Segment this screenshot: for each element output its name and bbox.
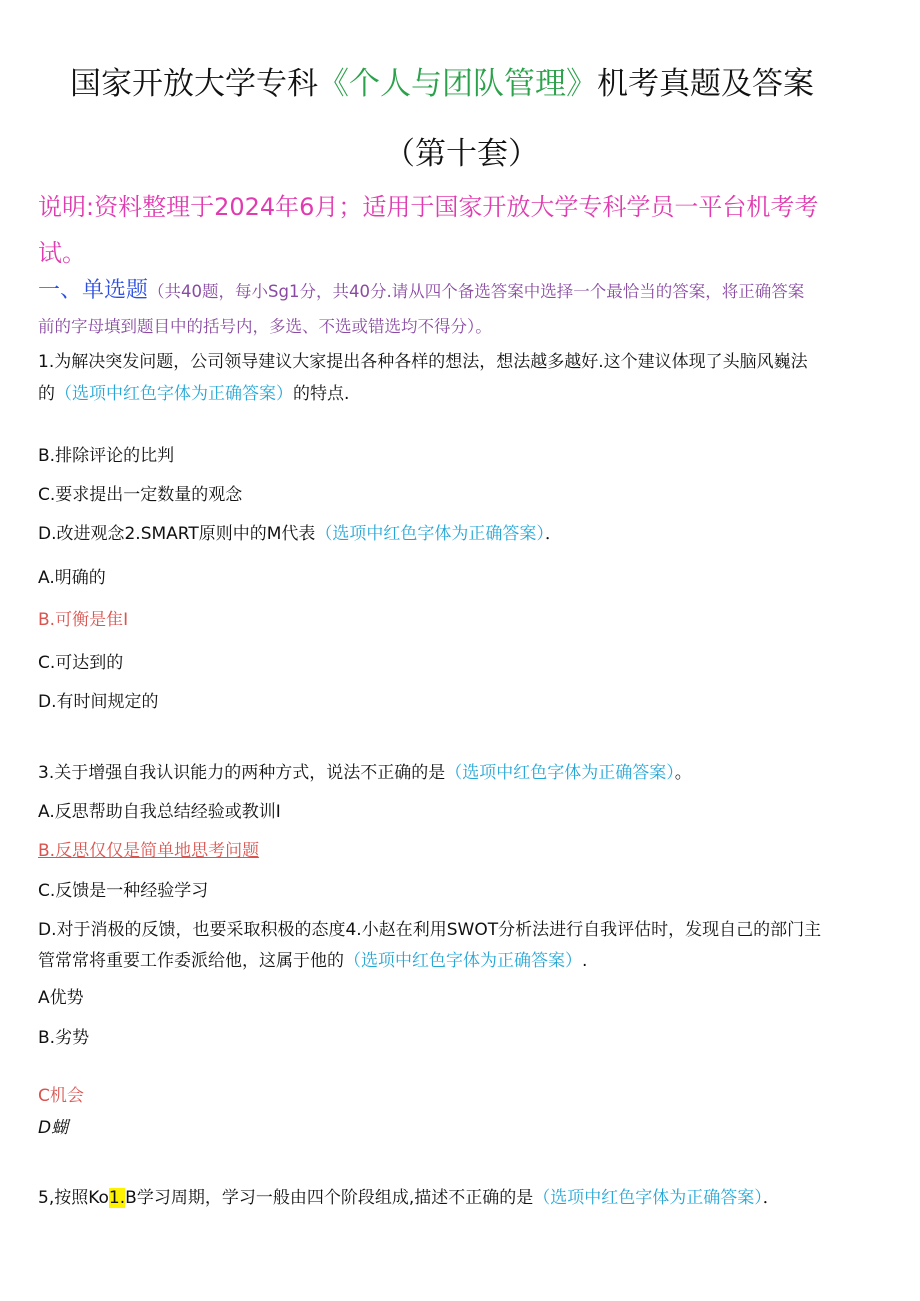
doc-subtitle: （第十套） [384,136,539,172]
q1-stem-line2 [38,379,349,404]
q1d-q2-stem-pre: D.改进观念2.SMART原则中的M代表 [38,524,316,544]
q5-stem-pre1: 5,按照Ko [38,1188,109,1208]
section-header [38,273,804,304]
doc-title-prefix: 国家开放大学专科 [70,66,318,102]
section-head: 一、单选题 [38,278,149,303]
q4-stem-line2 [38,946,587,971]
q1-option-b: B.排除评论的比判 [38,446,175,466]
q5-stem-post: ． [762,1188,780,1208]
q3-stem-post: 。 [674,763,692,783]
q3-stem [38,758,692,783]
q2-option-a: A.明确的 [38,568,106,588]
q1-stem-pre: 的 [38,384,55,404]
q3-option-a: A.反思帮助自我总结经验或教训I [38,802,281,822]
q4-stem-post: . [582,951,588,971]
q1-stem-post: 的特点. [293,384,350,404]
q2-option-c: C.可达到的 [38,653,124,673]
q4-option-c-correct: C机会 [38,1086,84,1106]
q2-option-d: D.有时间规定的 [38,692,159,712]
doc-note-line2: 试。 [38,239,86,267]
doc-note-line1: 说明:资料整理于2024年6月；适用于国家开放大学专科学员一平台机考考 [38,193,819,221]
q5-stem-pre2: B学习周期，学习一般由四个阶段组成,描述不正确的是 [125,1188,534,1208]
answer-hint: （选项中红色字体为正确答案） [315,524,545,544]
q4-option-a: A优势 [38,988,84,1008]
q1-stem-line1: 1.为解决突发问题，公司领导建议大家提出各种各样的想法，想法越多越好.这个建议体现了头脑风巍法 [38,352,808,372]
q5-stem [38,1183,780,1208]
q5-highlight: 1. [108,1188,126,1208]
doc-title [70,58,814,103]
q4-stem-pre: 管常常将重要工作委派给他，这属于他的 [38,951,344,971]
doc-title-suffix: 机考真题及答案 [597,66,814,102]
q4-option-b: B.劣势 [38,1028,90,1048]
q4-option-d: D蝴 [38,1118,69,1138]
q2-stem-post: ． [544,524,562,544]
q3-stem-pre: 3.关于增强自我认识能力的两种方式，说法不正确的是 [38,763,446,783]
section-desc-line2: 前的字母填到题目中的括号内，多选、不选或错选均不得分）。 [38,317,492,336]
answer-hint: （选项中红色字体为正确答案） [533,1188,763,1208]
q2-option-b-correct: B.可衡是隹I [38,610,129,630]
q3-option-b-correct: B.反思仅仅是简单地思考问题 [38,841,260,861]
q1-option-d-q2-stem [38,519,562,544]
q3-option-d-q4-stem-line1: D.对于消极的反馈，也要采取积极的态度4.小赵在利用SWOT分析法进行自我评估时，发现自己的部门主 [38,920,822,940]
answer-hint: （选项中红色字体为正确答案） [55,384,293,404]
answer-hint: （选项中红色字体为正确答案） [445,763,675,783]
q1-option-c: C.要求提出一定数量的观念 [38,485,243,505]
answer-hint: （选项中红色字体为正确答案） [344,951,582,971]
q3-option-c: C.反馈是一种经验学习 [38,881,209,901]
section-desc-line1: （共40题，每小Sg1分，共40分.请从四个备选答案中选择一个最恰当的答案，将正确答案 [148,282,805,301]
doc-title-course: 《个人与团队管理》 [318,66,597,102]
